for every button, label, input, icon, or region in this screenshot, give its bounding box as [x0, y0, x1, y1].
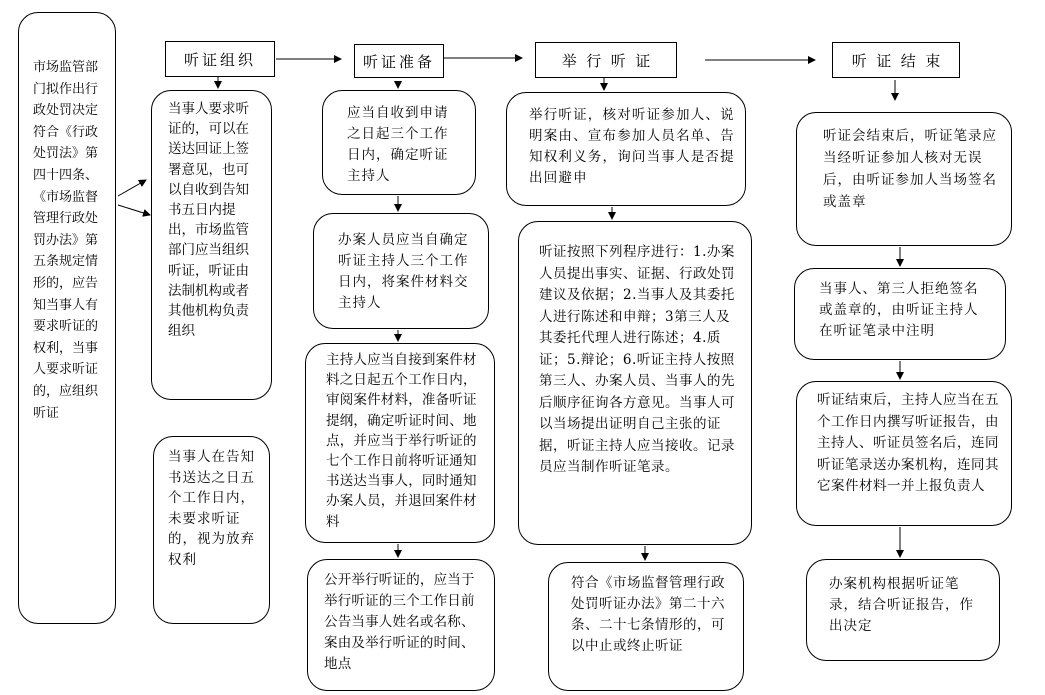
hold-procedure-box: 听证按照下列程序进行：1.办案人员提出事实、证据、行政处罚建议及依据；2.当事人及其委托人进行陈述和申辩；3第三人及其委托代理人进行陈述；4.质证；5.辩论；6.听证主持人按照第三人、办案人员、当事人的先后顺序征询各方意见。当事人可以当场提出证明自己主张的证据，听证主持人应当接收。记录员应当制作听证笔录。	[518, 221, 752, 545]
arrow-intro-to-waive	[118, 205, 150, 215]
arrow-intro-to-request	[118, 180, 146, 196]
intro-box: 市场监管部门拟作出行政处罚决定符合《行政处罚法》第四十四条、《市场监督管理行政处罚办法》第五条规定情形的，应告知当事人有要求听证的权利，当事人要求听证的，应组织听证	[18, 12, 116, 624]
prep-announce-box: 公开举行听证的，应当于举行听证的三个工作日前公告当事人姓名或名称、案由及举行听证的时间、地点	[307, 559, 495, 691]
end-refuse-box: 当事人、第三人拒绝签名或盖章的，由听证主持人在听证笔录中注明	[794, 268, 1006, 360]
end-report-box: 听证结束后，主持人应当在五个工作日内撰写听证报告，由主持人、听证员签名后，连同听证笔录送办案机构，连同其它案件材料一并上报负责人	[796, 381, 1012, 526]
prep-materials-box: 办案人员应当自确定听证主持人三个工作日内，将案件材料交主持人	[313, 213, 489, 329]
prep-host-box: 应当自收到申请之日起三个工作日内，确定听证主持人	[322, 90, 476, 195]
header-hold: 举 行 听 证	[535, 42, 677, 78]
end-decide-box: 办案机构根据听证笔录，结合听证报告，作出决定	[806, 559, 1000, 661]
end-sign-box: 听证会结束后，听证笔录应当经听证参加人核对无误后，由听证参加人当场签名或盖章	[796, 112, 1012, 246]
org-waive-box: 当事人在告知书送达之日五个工作日内，未要求听证的，视为放弃权利	[153, 436, 270, 624]
header-organize: 听证组织	[165, 41, 275, 77]
org-request-box: 当事人要求听证的，可以在送达回证上签署意见，也可以自收到告知书五日内提出，市场监管部门应当组织听证，听证由法制机构或者其他机构负责组织	[151, 90, 272, 400]
prep-review-box: 主持人应当自接到案件材料之日起五个工作日内，审阅案件材料，准备听证提纲，确定听证时间、地点，并应当于举行听证的七个工作日前将听证通知书送达当事人，同时通知办案人员，并退回案件材料	[305, 343, 495, 543]
header-prepare: 听证准备	[354, 44, 444, 78]
hold-verify-box: 举行听证，核对听证参加人、说明案由、宣布参加人员名单、告知权利义务，询问当事人是否提出回避申	[506, 92, 746, 206]
hold-suspend-box: 符合《市场监督管理行政处罚听证办法》第二十六条、二十七条情形的，可以中止或终止听证	[548, 562, 744, 691]
header-end: 听 证 结 束	[832, 42, 960, 78]
